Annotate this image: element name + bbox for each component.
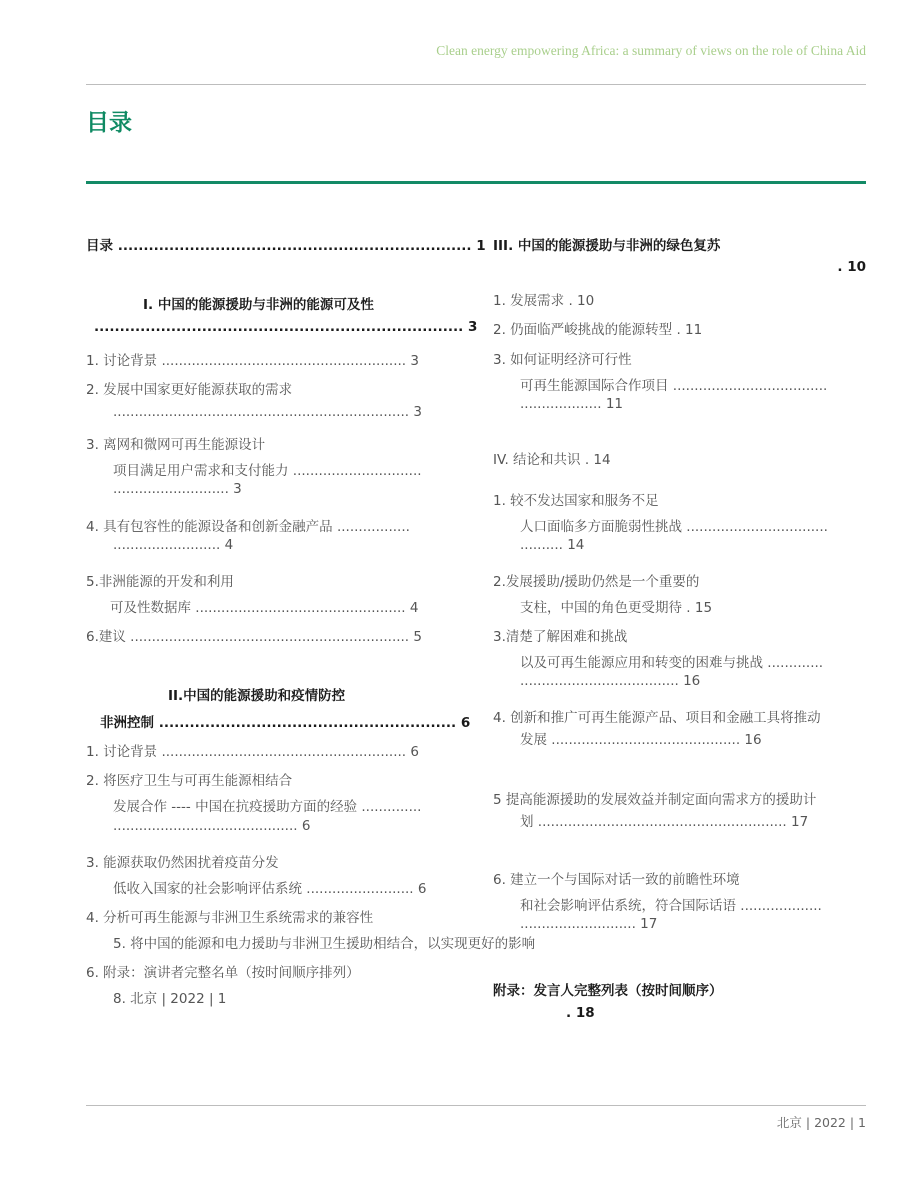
toc-item-cont[interactable]: 可再生能源国际合作项目 .................................... bbox=[520, 378, 828, 394]
toc-item[interactable]: 4. 分析可再生能源与非洲卫生系统需求的兼容性 bbox=[86, 910, 374, 926]
toc-item[interactable]: 2. 将医疗卫生与可再生能源相结合 bbox=[86, 773, 293, 789]
section-3-title[interactable]: III. 中国的能源援助与非洲的绿色复苏 bbox=[493, 238, 721, 254]
toc-item-cont[interactable]: 和社会影响评估系统，符合国际话语 ................... bbox=[520, 898, 822, 914]
toc-item[interactable]: 2.发展援助/援助仍然是一个重要的 bbox=[493, 574, 700, 590]
toc-item-page[interactable]: ........................... 3 bbox=[113, 481, 242, 497]
toc-item[interactable]: 2. 发展中国家更好能源获取的需求 bbox=[86, 382, 293, 398]
toc-item-cont[interactable]: 可及性数据库 ................................................. 4 bbox=[110, 600, 419, 616]
toc-item-page[interactable]: .......... 14 bbox=[520, 537, 585, 553]
section-1-title[interactable]: I. 中国的能源援助与非洲的能源可及性 bbox=[143, 297, 374, 313]
toc-item[interactable]: 2. 仍面临严峻挑战的能源转型 . 11 bbox=[493, 322, 703, 338]
toc-item-page[interactable]: ........................... 17 bbox=[520, 916, 658, 932]
page-footer: 北京 | 2022 | 1 bbox=[776, 1115, 866, 1130]
toc-item[interactable]: 3.清楚了解困难和挑战 bbox=[493, 629, 628, 645]
toc-item[interactable]: 5 提高能源援助的发展效益并制定面向需求方的援助计 bbox=[493, 792, 817, 808]
toc-item[interactable]: 1. 较不发达国家和服务不足 bbox=[493, 493, 659, 509]
toc-item-page[interactable]: ........................................... 6 bbox=[113, 818, 311, 834]
toc-item-cont[interactable]: 项目满足用户需求和支付能力 .............................. bbox=[113, 463, 422, 479]
page-title: 目录 bbox=[86, 110, 132, 136]
toc-item[interactable]: 4. 创新和推广可再生能源产品、项目和金融工具将推动 bbox=[493, 710, 821, 726]
toc-item[interactable]: 1. 发展需求 . 10 bbox=[493, 293, 595, 309]
title-underline bbox=[86, 181, 866, 184]
toc-item[interactable]: 8. 北京 | 2022 | 1 bbox=[113, 991, 227, 1007]
toc-item[interactable]: 3. 如何证明经济可行性 bbox=[493, 352, 632, 368]
toc-item[interactable]: 6. 附录：演讲者完整名单（按时间顺序排列） bbox=[86, 965, 360, 981]
section-3-page[interactable]: . 10 bbox=[837, 259, 866, 275]
section-1-page[interactable]: ........................................................................ 3 bbox=[94, 319, 478, 335]
toc-item-cont[interactable]: 发展合作 ---- 中国在抗疫援助方面的经验 .............. bbox=[113, 799, 422, 815]
toc-item[interactable]: 3. 能源获取仍然困扰着疫苗分发 bbox=[86, 855, 279, 871]
toc-item[interactable]: 4. 具有包容性的能源设备和创新金融产品 ................. bbox=[86, 519, 410, 535]
toc-item[interactable]: 5.非洲能源的开发和利用 bbox=[86, 574, 234, 590]
toc-item[interactable]: 1. 讨论背景 ......................................................... 6 bbox=[86, 744, 419, 760]
toc-item-page[interactable]: ..................................... 16 bbox=[520, 673, 701, 689]
toc-item[interactable]: 6.建议 ................................................................. 5 bbox=[86, 629, 422, 645]
toc-entry-contents[interactable]: 目录 ..................................................................... 1 bbox=[86, 238, 486, 254]
toc-item-page[interactable]: 发展 ............................................ 16 bbox=[520, 732, 762, 748]
toc-item[interactable]: 3. 离网和微网可再生能源设计 bbox=[86, 437, 266, 453]
section-2-title[interactable]: II.中国的能源援助和疫情防控 bbox=[168, 688, 346, 704]
toc-item-cont[interactable]: 支柱，中国的角色更受期待 . 15 bbox=[520, 600, 713, 616]
toc-item[interactable]: 6. 建立一个与国际对话一致的前瞻性环境 bbox=[493, 872, 740, 888]
section-4-title[interactable]: IV. 结论和共识 . 14 bbox=[493, 452, 611, 468]
toc-item[interactable]: 1. 讨论背景 ......................................................... 3 bbox=[86, 353, 419, 369]
running-header: Clean energy empowering Africa: a summary of views on the role of China Aid bbox=[436, 43, 866, 58]
toc-item[interactable]: 5. 将中国的能源和电力援助与非洲卫生援助相结合，以实现更好的影响 bbox=[113, 936, 536, 952]
footer-divider bbox=[86, 1105, 866, 1106]
toc-item-page[interactable]: ................... 11 bbox=[520, 396, 624, 412]
section-2-title-cont[interactable]: 非洲控制 .......................................................... 6 bbox=[100, 715, 471, 731]
toc-item-page[interactable]: ..................................................................... 3 bbox=[113, 404, 422, 420]
toc-item-cont[interactable]: 以及可再生能源应用和转变的困难与挑战 ............. bbox=[520, 655, 824, 671]
appendix-title[interactable]: 附录：发言人完整列表（按时间顺序） bbox=[493, 983, 723, 999]
toc-item-cont[interactable]: 人口面临多方面脆弱性挑战 ................................. bbox=[520, 519, 828, 535]
toc-item-page[interactable]: 划 .......................................................... 17 bbox=[520, 814, 809, 830]
appendix-page[interactable]: . 18 bbox=[566, 1005, 595, 1021]
header-divider bbox=[86, 84, 866, 85]
toc-item-cont[interactable]: 低收入国家的社会影响评估系统 ......................... 6 bbox=[113, 881, 427, 897]
toc-item-page[interactable]: ......................... 4 bbox=[113, 537, 234, 553]
